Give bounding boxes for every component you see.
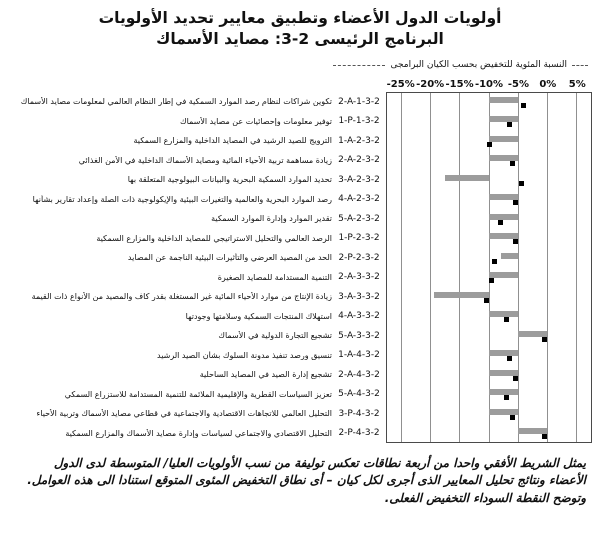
row-code: 2-A-1-3-2 xyxy=(338,96,380,107)
chart-row xyxy=(8,189,386,209)
chart-row xyxy=(8,404,386,424)
row-code: 1-P-1-3-2 xyxy=(338,116,380,127)
title-line-1: أولويات الدول الأعضاء وتطبيق معايير تحديد الأولويات xyxy=(98,9,502,27)
row-label: تشجيع إدارة الصيد في المصايد الساحلية xyxy=(199,370,332,380)
row-code: 2-A-3-3-2 xyxy=(338,272,380,283)
actual-dot xyxy=(504,317,509,322)
range-bar xyxy=(489,116,518,122)
row-label: التحليل الاقتصادي والاجتماعي لسياسات وإدارة مصايد الأسماك والمزارع السمكية xyxy=(65,428,332,438)
row-code: 2-A-4-3-2 xyxy=(338,369,380,380)
row-code: 5-A-2-3-2 xyxy=(338,213,380,224)
axis-tick-label: 0% xyxy=(539,78,557,90)
chart-row xyxy=(8,111,386,131)
axis-tick-label: -5% xyxy=(507,78,529,90)
actual-dot xyxy=(513,200,518,205)
actual-dot xyxy=(484,298,489,303)
x-axis xyxy=(386,74,592,92)
row-labels xyxy=(8,92,386,443)
chart-row xyxy=(8,423,386,443)
row-label: تكوين شراكات لنظام رصد الموارد السمكية في إطار النظام العالمي لمعلومات مصايد الأسماك xyxy=(20,97,332,107)
row-label: تعزيز السياسات القطرية والإقليمية الملائمة للتنمية المستدامة للاستزراع السمكي xyxy=(64,389,332,399)
row-label: الرصد العالمي والتحليل الاستراتيجي للمصايد الداخلية والمزارع السمكية xyxy=(96,233,332,243)
actual-dot xyxy=(521,103,526,108)
row-code: 1-P-2-3-2 xyxy=(338,233,380,244)
axis-tick-label: -25% xyxy=(386,78,415,90)
chart-row xyxy=(8,306,386,326)
range-bar xyxy=(489,214,518,220)
chart-row xyxy=(8,345,386,365)
chart-row xyxy=(8,365,386,385)
chart-row xyxy=(8,228,386,248)
chart-row xyxy=(8,287,386,307)
gridline xyxy=(430,93,431,442)
row-code: 3-A-2-3-2 xyxy=(338,174,380,185)
row-code: 5-A-3-3-2 xyxy=(338,330,380,341)
plot-area xyxy=(386,92,592,443)
gridline xyxy=(459,93,460,442)
row-label: رصد الموارد البحرية والعالمية والتغيرات البيئية والإيكولوجية ذات الصلة وإعداد تقارير بشأنها xyxy=(32,194,332,204)
row-labels-column xyxy=(8,74,386,443)
row-code: 1-A-2-3-2 xyxy=(338,135,380,146)
row-code: 3-A-3-3-2 xyxy=(338,291,380,302)
axis-tick-label: -15% xyxy=(445,78,474,90)
row-label: الترويج للصيد الرشيد في المصايد الداخلية والمزارع السمكية xyxy=(133,136,332,146)
row-label: تقدير الموارد وإدارة الموارد السمكية xyxy=(211,214,332,224)
axis-tick-label: 5% xyxy=(568,78,586,90)
range-bar xyxy=(489,350,518,356)
row-label: الحد من المصيد العرضي والتأثيرات البيئية الناجمة عن المصايد xyxy=(127,253,332,263)
row-label: استهلاك المنتجات السمكية وسلامتها وجودتها xyxy=(185,311,332,321)
actual-dot xyxy=(513,239,518,244)
axis-spacer xyxy=(8,74,386,92)
row-code: 2-P-2-3-2 xyxy=(338,252,380,263)
row-label: التنمية المستدامة للمصايد الصغيرة xyxy=(217,272,332,282)
range-bar xyxy=(501,253,518,259)
chart-row xyxy=(8,384,386,404)
actual-dot xyxy=(498,220,503,225)
chart-row xyxy=(8,170,386,190)
actual-dot xyxy=(507,122,512,127)
row-label: توفير معلومات وإحصائيات عن مصايد الأسماك xyxy=(179,116,332,126)
chart-row xyxy=(8,92,386,112)
actual-dot xyxy=(489,278,494,283)
chart-row xyxy=(8,209,386,229)
range-bar xyxy=(489,136,518,142)
row-code: 2-P-4-3-2 xyxy=(338,428,380,439)
dashed-line-icon xyxy=(333,65,385,66)
gridline xyxy=(576,93,577,442)
row-code: 4-A-3-3-2 xyxy=(338,311,380,322)
chart-legend xyxy=(8,59,592,72)
actual-dot xyxy=(507,356,512,361)
range-bar xyxy=(445,175,489,181)
plot-column xyxy=(386,74,592,443)
row-code: 3-P-4-3-2 xyxy=(338,408,380,419)
axis-tick-label: -20% xyxy=(416,78,445,90)
row-code: 4-A-2-3-2 xyxy=(338,194,380,205)
footnote: يمثل الشريط الأفقي واحدا من أربعة نطاقات تعكس توليفة من نسب الأولويات العليا/ المتوسطة لدى الدول الأعضاء ونتائج تحليل المعايير الذى أجرى لكل كيان – أى نطاق التخفيض المئوى المتوقع استنادا الى هذه العوامل. وتوضح النقطة السوداء التخفيض الفعلى. xyxy=(27,455,586,505)
row-code: 1-A-4-3-2 xyxy=(338,350,380,361)
row-label: تنسيق ورصد تنفيذ مدونة السلوك بشأن الصيد الرشيد xyxy=(157,350,332,360)
dashed-line-icon xyxy=(572,65,588,66)
actual-dot xyxy=(542,337,547,342)
actual-dot xyxy=(504,395,509,400)
gridline xyxy=(547,93,548,442)
range-bar xyxy=(434,292,489,298)
actual-dot xyxy=(487,142,492,147)
chart-row xyxy=(8,150,386,170)
gridline xyxy=(401,93,402,442)
chart-row xyxy=(8,131,386,151)
row-label: زيادة مساهمة تربية الأحياء المائية ومصايد الأسماك الداخلية في الأمن الغذائي xyxy=(78,155,332,165)
chart-row xyxy=(8,267,386,287)
row-code: 5-A-4-3-2 xyxy=(338,389,380,400)
actual-dot xyxy=(513,376,518,381)
chart-row xyxy=(8,326,386,346)
row-label: التحليل العالمي للاتجاهات الاقتصادية والاجتماعية في قطاعي مصايد الأسماك وتربية الأحياء xyxy=(36,409,332,419)
actual-dot xyxy=(510,161,515,166)
actual-dot xyxy=(492,259,497,264)
range-bar xyxy=(489,97,518,103)
actual-dot xyxy=(510,415,515,420)
legend-label: النسبة المئوية للتخفيض بحسب الكيان البرامجى xyxy=(390,60,567,71)
bar-chart xyxy=(8,74,592,443)
row-code: 2-A-2-3-2 xyxy=(338,155,380,166)
row-label: تحديد الموارد السمكية البحرية والبيانات البيولوجية المتعلقة بها xyxy=(127,175,332,185)
chart-row xyxy=(8,248,386,268)
title-line-2: البرنامج الرئيسى 2-3: مصايد الأسماك xyxy=(156,29,444,48)
axis-tick-label: -10% xyxy=(474,78,504,90)
row-label: تشجيع التجارة الدولية في الأسماك xyxy=(218,331,332,341)
row-label: زيادة الإنتاج من موارد الأحياء المائية غير المستغلة بقدر كاف والمصيد من الأنواع ذات القيمة xyxy=(31,292,332,302)
actual-dot xyxy=(542,434,547,439)
actual-dot xyxy=(519,181,524,186)
page-title xyxy=(8,8,592,50)
